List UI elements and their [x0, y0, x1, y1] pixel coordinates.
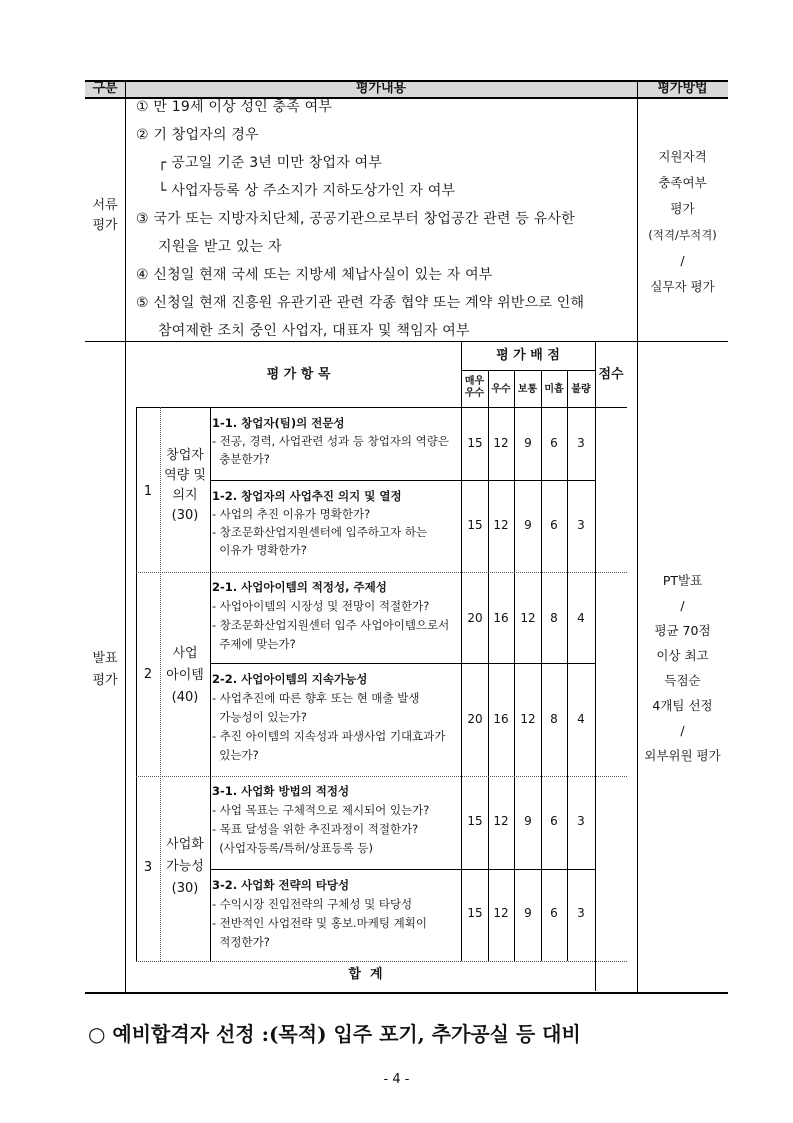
group-1-name: 창업자 역량 및 의지 (30): [164, 448, 206, 523]
header-points: 점수: [598, 367, 624, 382]
notice-line: ○ 예비합격자 선정 :(목적) 입주 포기, 추가공실 등 대비: [88, 1022, 581, 1046]
item-2-1: 2-1. 사업아이템의 적정성, 주제성 - 사업아이템의 시장성 및 전망이 적절한가? - 창조문화산업지원센터 입주 사업아이템으로서 주제에 맞는가?: [212, 580, 450, 651]
header-eval-scores: 평 가 배 점: [496, 348, 560, 363]
total-label: 합 계: [348, 967, 383, 982]
doc-review-method: 지원자격 충족여부 평가 (적격/부적격) / 실무자 평가: [648, 149, 717, 294]
doc-item-4: ④ 신청일 현재 국세 또는 지방세 체납사실이 있는 자 여부: [136, 267, 493, 283]
grade-very-good: 매우 우수: [464, 376, 485, 399]
doc-item-3-cont: 지원을 받고 있는 자: [158, 239, 282, 255]
doc-item-5-cont: 참여제한 조치 중인 사업자, 대표자 및 책임자 여부: [158, 323, 470, 339]
presentation-label: 발표 평가: [92, 651, 118, 688]
group-2-name: 사업 아이템 (40): [166, 646, 204, 705]
doc-item-2: ② 기 창업자의 경우: [136, 127, 259, 143]
group-1-number: 1: [143, 484, 153, 499]
grade-good: 우수: [491, 384, 511, 395]
header-category: 구분: [92, 81, 118, 96]
group-3-name: 사업화 가능성 (30): [166, 837, 204, 896]
doc-item-3: ③ 국가 또는 지방자치단체, 공공기관으로부터 창업공간 관련 등 유사한: [136, 211, 575, 227]
item-1-1: 1-1. 창업자(팀)의 전문성 - 전공, 경력, 사업관련 성과 등 창업자의 역량은 충분한가?: [212, 416, 450, 466]
doc-review-label-1: 서류: [92, 198, 118, 213]
item-3-2: 3-2. 사업화 전략의 타당성 - 수익시장 진입전략의 구체성 및 타당성 - 전반적인 사업전략 및 홍보.마케팅 계획이 적정한가?: [212, 878, 427, 949]
grade-poor: 미흡: [544, 384, 564, 395]
doc-review-label-2: 평가: [92, 218, 118, 233]
grade-average: 보통: [517, 384, 538, 395]
item-1-2: 1-2. 창업자의 사업추진 의지 및 열정 - 사업의 추진 이유가 명확한가? - 창조문화산업지원센터에 입주하고자 하는 이유가 명확한가?: [212, 489, 428, 557]
doc-review-label: [85, 196, 125, 236]
grade-bad: 불량: [571, 384, 591, 395]
header-content: 평가내용: [355, 81, 407, 96]
group-3-number: 3: [143, 860, 153, 875]
header-eval-items: 평 가 항 목: [266, 367, 331, 382]
doc-item-2a: ┌ 공고일 기준 3년 미만 창업자 여부: [158, 155, 383, 171]
group-2-number: 2: [143, 667, 153, 682]
doc-item-2b: └ 사업자등록 상 주소지가 지하도상가인 자 여부: [158, 183, 456, 199]
doc-item-1: ① 만 19세 이상 성인 충족 여부: [136, 99, 333, 115]
presentation-method: PT발표 / 평균 70점 이상 최고 득점순 4개팀 선정 / 외부위원 평가: [644, 573, 721, 763]
item-3-1: 3-1. 사업화 방법의 적정성 - 사업 목표는 구체적으로 제시되어 있는가? - 목표 달성을 위한 추진과정이 적절한가? (사업자등록/특허/상표등록 등): [212, 784, 430, 855]
item-2-2: 2-2. 사업아이템의 지속가능성 - 사업추진에 따른 향후 또는 현 매출 발생 가능성이 있는가? - 추진 아이템의 지속성과 파생사업 기대효과가 있는가?: [212, 672, 446, 762]
doc-item-5: ⑤ 신청일 현재 진흥원 유관기관 관련 각종 협약 또는 계약 위반으로 인해: [136, 295, 585, 311]
header-method: 평가방법: [657, 81, 708, 96]
page-number: - 4 -: [383, 1072, 410, 1087]
